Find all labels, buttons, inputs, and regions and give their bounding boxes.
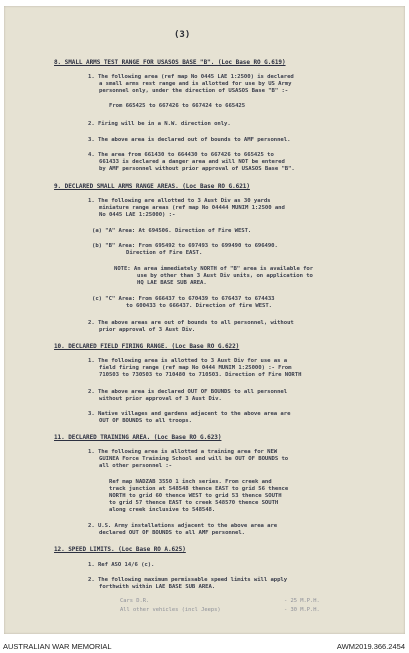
text-line: NORTH to grid 60 thence WEST to grid 53 thence SOUTH [109, 493, 282, 499]
text-line: 3. Native villages and gardens adjacent to the above area are [88, 411, 291, 417]
text-line: 2. Firing will be in a N.W. direction only. [88, 121, 231, 127]
text-line: miniature range areas (ref map No 04444 MUNIM 1:2500 and [99, 205, 285, 211]
paper-sheet [4, 6, 405, 634]
text-line: to 600433 to 666437. Direction of fire WEST. [126, 303, 272, 309]
archive-footer [0, 640, 409, 653]
text-line: OUT OF BOUNDS to all troops. [99, 418, 192, 424]
text-line: field firing range (ref map No 0444 MUNIM 1:25000) :- From [99, 365, 292, 371]
text-line: (b) "B" Area: From 695492 to 697493 to 699490 to 696490. [92, 243, 278, 249]
footer-accession-number: AWM2019.366.2454 [336, 642, 405, 651]
text-line: (a) "A" Area: At 694506. Direction of Fire WEST. [92, 228, 252, 234]
text-line: 661433 is declared a danger area and will NOT be entered [99, 159, 285, 165]
speed-limit-value: - 30 M.P.H. [284, 607, 320, 613]
text-line: 1. The following area (ref map No 0445 LAE 1:2500) is declared [88, 74, 294, 80]
text-line: GUINEA Force Training School and will be OUT OF BOUNDS to [99, 456, 289, 462]
text-line: without prior approval of 3 Aust Div. [99, 396, 222, 402]
text-line: a small arms rest range and is allotted for use by US Army [99, 81, 292, 87]
text-line: 1. Ref ASO 14/6 (c). [88, 562, 155, 568]
section-heading: 11. DECLARED TRAINING AREA. (Loc Base RO G.623) [54, 434, 222, 441]
page-number: (3) [174, 30, 191, 40]
text-line: along creek inclusive to 548548. [109, 507, 216, 513]
text-line: 3. The above area is declared out of bounds to AMF personnel. [88, 137, 291, 143]
text-line: 2. The above area is declared OUT OF BOUNDS to all personnel [88, 389, 288, 395]
text-line: to grid 57 thence EAST to creek 548570 thence SOUTH [109, 500, 279, 506]
section-heading: 8. SMALL ARMS TEST RANGE FOR USASOS BASE "B". (Loc Base RO G.619) [54, 59, 286, 66]
text-line: 1. The following area is allotted to 3 Aust Div for use as a [88, 358, 288, 364]
text-line: use by other than 3 Aust Div units, on application to [137, 273, 313, 279]
text-line: 4. The area from 661430 to 664430 to 667426 to 665425 to [88, 152, 274, 158]
text-line: prior approval of 3 Aust Div. [99, 327, 196, 333]
text-line: (c) "C" Area: From 666437 to 670439 to 676437 to 674433 [92, 296, 275, 302]
text-line: all other personnel :- [99, 463, 172, 469]
footer-institution: AUSTRALIAN WAR MEMORIAL [3, 642, 112, 651]
text-line: 2. The above areas are out of bounds to all personnel, without [88, 320, 294, 326]
text-line: 2. U.S. Army installations adjacent to the above area are [88, 523, 278, 529]
text-line: track junction at 548548 thence EAST to grid 56 thence [109, 486, 289, 492]
text-line: Ref map NADZAB 3550 1 inch series. From creek and [109, 479, 272, 485]
text-line: declared OUT OF BOUNDS to all AMF personnel. [99, 530, 245, 536]
text-line: From 665425 to 667426 to 667424 to 665425 [109, 103, 246, 109]
text-line: forthwith within LAE BASE SUB AREA. [99, 584, 216, 590]
text-line: HQ LAE BASE SUB AREA. [137, 280, 207, 286]
text-line: 1. The following area is allotted a training area for NEW [88, 449, 278, 455]
text-line: NOTE: An area immediately NORTH of "B" area is available for [114, 266, 314, 272]
section-heading: 10. DECLARED FIELD FIRING RANGE. (Loc Base RO G.622) [54, 343, 240, 350]
text-line: by AMF personnel without prior approval of USASOS Base "B". [99, 166, 295, 172]
text-line: Direction of Fire EAST. [126, 250, 203, 256]
text-line: 710503 to 730503 to 710480 to 710503. Direction of Fire NORTH [99, 372, 302, 378]
section-heading: 9. DECLARED SMALL ARMS RANGE AREAS. (Loc Base RO G.621) [54, 183, 250, 190]
text-line: 1. The following are allotted to 3 Aust Div as 30 yards [88, 198, 271, 204]
text-line: personnel only, under the direction of USASOS Base "B" :- [99, 88, 289, 94]
vehicle-class-label: All other vehicles (incl Jeeps) [120, 607, 221, 613]
text-line: 2. The following maximum permissable speed limits will apply [88, 577, 288, 583]
vehicle-class-label: Cars D.R. [120, 598, 150, 604]
speed-limit-value: - 25 M.P.H. [284, 598, 320, 604]
section-heading: 12. SPEED LIMITS. (Loc Base RO A.625) [54, 546, 186, 553]
text-line: No 0445 LAE 1:25000) :- [99, 212, 176, 218]
